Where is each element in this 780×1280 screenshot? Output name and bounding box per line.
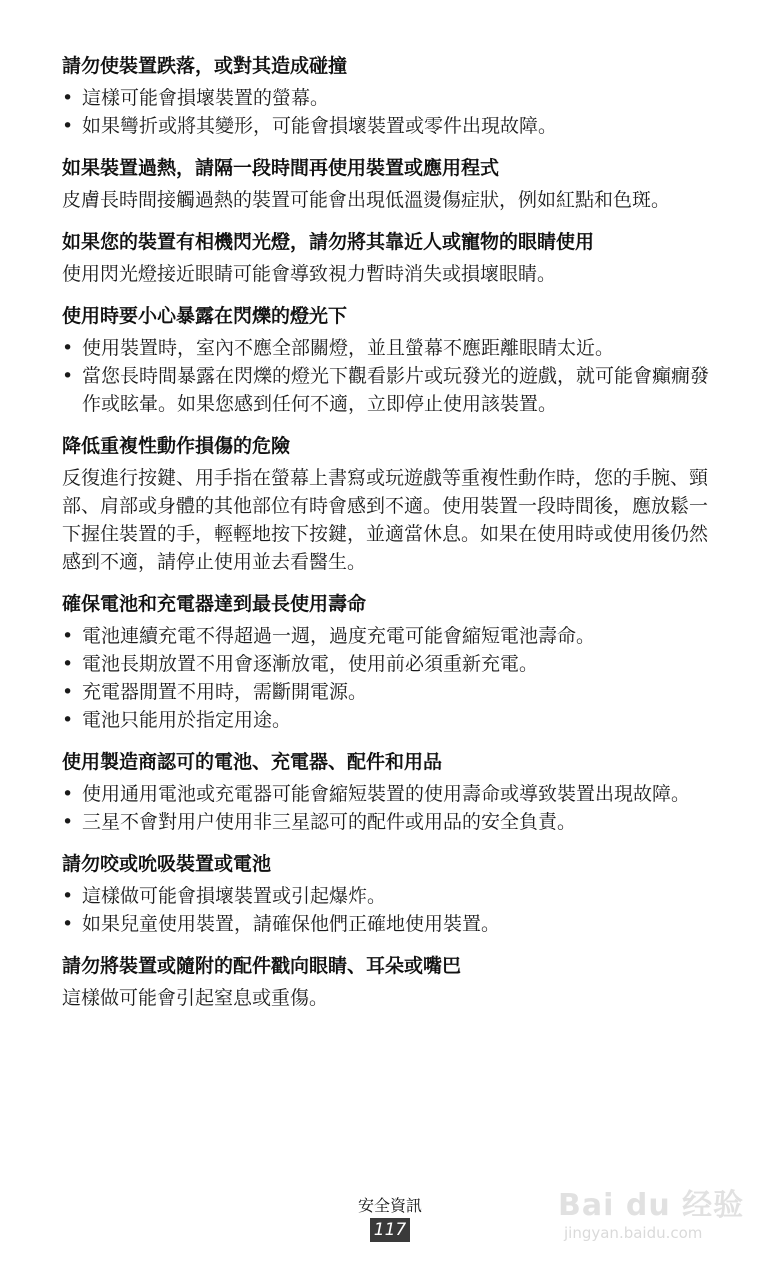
page-number: 117 — [370, 1218, 410, 1242]
bullet-item — [62, 622, 722, 650]
bullet-text: 如果兒童使用裝置，請確保他們正確地使用裝置。 — [82, 913, 501, 935]
bullet-dot: • — [62, 783, 74, 805]
bullet-item — [62, 808, 722, 836]
section-paragraph: 皮膚長時間接觸過熱的裝置可能會出現低溫燙傷症狀，例如紅點和色斑。 — [62, 189, 671, 211]
bullet-list — [62, 780, 722, 836]
bullet-dot: • — [62, 811, 74, 833]
document-body — [62, 52, 722, 1026]
bullet-text: 使用裝置時，室內不應全部關燈，並且螢幕不應距離眼睛太近。 — [82, 337, 615, 359]
bullet-item — [62, 112, 722, 140]
section — [62, 154, 722, 214]
section — [62, 52, 722, 140]
section — [62, 850, 722, 938]
section — [62, 228, 722, 288]
bullet-text: 如果彎折或將其變形，可能會損壞裝置或零件出現故障。 — [82, 115, 558, 137]
section-paragraph: 使用閃光燈接近眼睛可能會導致視力暫時消失或損壞眼睛。 — [62, 263, 557, 285]
bullet-item — [62, 84, 722, 112]
section-heading: 使用時要小心暴露在閃爍的燈光下 — [62, 305, 348, 327]
section-heading: 如果裝置過熱，請隔一段時間再使用裝置或應用程式 — [62, 157, 500, 179]
section-heading: 使用製造商認可的電池、充電器、配件和用品 — [62, 751, 443, 773]
bullet-item — [62, 910, 722, 938]
bullet-text: 使用通用電池或充電器可能會縮短裝置的使用壽命或導致裝置出現故障。 — [82, 783, 691, 805]
bullet-item — [62, 362, 722, 418]
bullet-dot: • — [62, 681, 74, 703]
section-paragraph: 反復進行按鍵、用手指在螢幕上書寫或玩遊戲等重複性動作時，您的手腕、頸部、肩部或身體的其他部位有時會感到不適。使用裝置一段時間後，應放鬆一下握住裝置的手，輕輕地按下按鍵，並適當休息。如果在使用時或使用後仍然感到不適，請停止使用並去看醫生。 — [62, 467, 709, 573]
bullet-text: 電池只能用於指定用途。 — [82, 709, 292, 731]
bullet-text: 這樣可能會損壞裝置的螢幕。 — [82, 87, 330, 109]
bullet-dot: • — [62, 653, 74, 675]
bullet-text: 這樣做可能會損壞裝置或引起爆炸。 — [82, 885, 387, 907]
bullet-text: 電池連續充電不得超過一週，過度充電可能會縮短電池壽命。 — [82, 625, 596, 647]
bullet-list — [62, 334, 722, 418]
bullet-dot: • — [62, 709, 74, 731]
bullet-text: 充電器閒置不用時，需斷開電源。 — [82, 681, 368, 703]
bullet-text: 當您長時間暴露在閃爍的燈光下觀看影片或玩發光的遊戲，就可能會癲癇發作或眩暈。如果您感到任何不適，立即停止使用該裝置。 — [82, 365, 710, 415]
section-heading: 請勿咬或吮吸裝置或電池 — [62, 853, 272, 875]
watermark-brand: Bai du 经验 — [558, 1188, 745, 1223]
bullet-list — [62, 882, 722, 938]
bullet-dot: • — [62, 625, 74, 647]
bullet-text: 三星不會對用户使用非三星認可的配件或用品的安全負責。 — [82, 811, 577, 833]
bullet-dot: • — [62, 365, 74, 387]
section-paragraph: 這樣做可能會引起窒息或重傷。 — [62, 987, 329, 1009]
footer-section-label: 安全資訊 — [357, 1196, 422, 1215]
section — [62, 302, 722, 418]
section-heading: 確保電池和充電器達到最長使用壽命 — [62, 593, 367, 615]
bullet-item — [62, 882, 722, 910]
watermark-url: jingyan.baidu.com — [564, 1224, 703, 1242]
section-heading: 降低重複性動作損傷的危險 — [62, 435, 291, 457]
section-list — [62, 52, 722, 1012]
bullet-dot: • — [62, 337, 74, 359]
bullet-dot: • — [62, 913, 74, 935]
section-heading: 請勿將裝置或隨附的配件戳向眼睛、耳朵或嘴巴 — [62, 955, 462, 977]
section — [62, 748, 722, 836]
section-heading: 請勿使裝置跌落，或對其造成碰撞 — [62, 55, 348, 77]
bullet-item — [62, 650, 722, 678]
bullet-dot: • — [62, 115, 74, 137]
bullet-item — [62, 334, 722, 362]
watermark — [558, 1180, 758, 1250]
bullet-item — [62, 706, 722, 734]
section — [62, 952, 722, 1012]
section — [62, 432, 722, 576]
bullet-dot: • — [62, 87, 74, 109]
section-heading: 如果您的裝置有相機閃光燈，請勿將其靠近人或寵物的眼睛使用 — [62, 231, 595, 253]
bullet-dot: • — [62, 885, 74, 907]
bullet-list — [62, 622, 722, 734]
bullet-text: 電池長期放置不用會逐漸放電，使用前必須重新充電。 — [82, 653, 539, 675]
section — [62, 590, 722, 734]
bullet-item — [62, 780, 722, 808]
bullet-item — [62, 678, 722, 706]
bullet-list — [62, 84, 722, 140]
